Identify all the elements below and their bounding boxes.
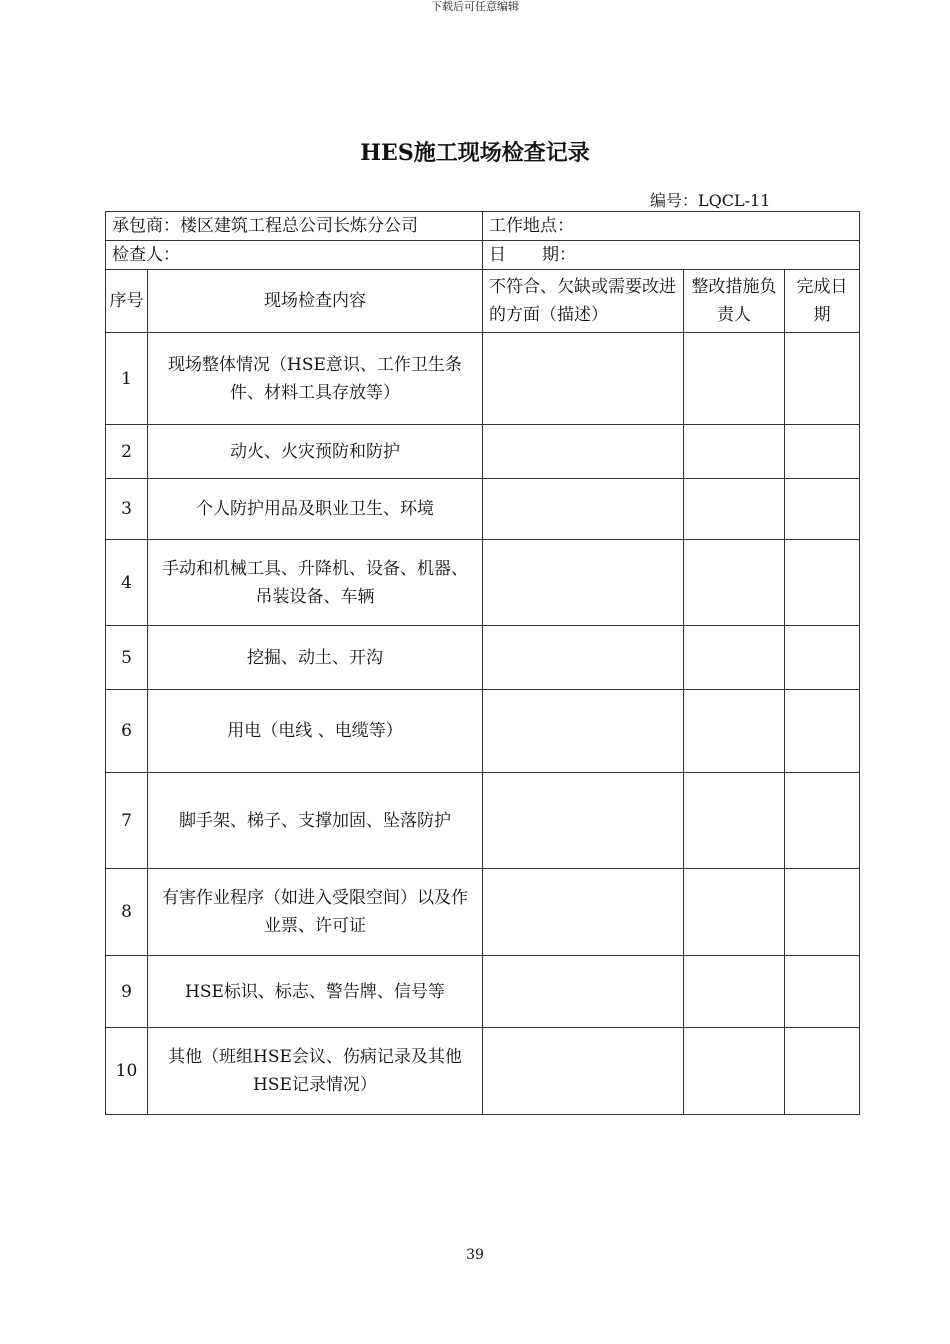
row-number: 6 bbox=[106, 690, 148, 773]
table-row bbox=[106, 1028, 860, 1115]
table-row bbox=[106, 773, 860, 869]
issues-cell[interactable] bbox=[483, 626, 684, 690]
table-row bbox=[106, 540, 860, 626]
row-number: 7 bbox=[106, 773, 148, 869]
completion-cell[interactable] bbox=[785, 479, 860, 540]
row-item: 有害作业程序（如进入受限空间）以及作业票、许可证 bbox=[148, 869, 483, 956]
responsible-cell[interactable] bbox=[684, 333, 785, 425]
table-row bbox=[106, 956, 860, 1028]
date-label-1: 日 bbox=[489, 245, 506, 265]
issues-cell[interactable] bbox=[483, 690, 684, 773]
completion-cell[interactable] bbox=[785, 425, 860, 479]
column-header-issues: 不符合、欠缺或需要改进的方面（描述） bbox=[483, 270, 684, 333]
issues-cell[interactable] bbox=[483, 333, 684, 425]
issues-cell[interactable] bbox=[483, 869, 684, 956]
document-code: 编号：LQCL-11 bbox=[650, 191, 771, 210]
table-row bbox=[106, 479, 860, 540]
completion-cell[interactable] bbox=[785, 773, 860, 869]
row-number: 1 bbox=[106, 333, 148, 425]
responsible-cell[interactable] bbox=[684, 869, 785, 956]
row-item: 动火、火灾预防和防护 bbox=[148, 425, 483, 479]
issues-cell[interactable] bbox=[483, 956, 684, 1028]
column-header-completion: 完成日期 bbox=[785, 270, 860, 333]
row-number: 2 bbox=[106, 425, 148, 479]
inspector-field[interactable]: 检查人： bbox=[106, 241, 483, 270]
table-row bbox=[106, 626, 860, 690]
issues-cell[interactable] bbox=[483, 425, 684, 479]
column-header-content: 现场检查内容 bbox=[148, 270, 483, 333]
column-header-responsible: 整改措施负责人 bbox=[684, 270, 785, 333]
table-row bbox=[106, 690, 860, 773]
completion-cell[interactable] bbox=[785, 869, 860, 956]
contractor-row bbox=[106, 212, 860, 241]
row-item: 个人防护用品及职业卫生、环境 bbox=[148, 479, 483, 540]
row-number: 10 bbox=[106, 1028, 148, 1115]
completion-cell[interactable] bbox=[785, 626, 860, 690]
responsible-cell[interactable] bbox=[684, 479, 785, 540]
row-number: 3 bbox=[106, 479, 148, 540]
column-header-seq: 序号 bbox=[106, 270, 148, 333]
row-item: 挖掘、动土、开沟 bbox=[148, 626, 483, 690]
column-header-row bbox=[106, 270, 860, 333]
table-row bbox=[106, 333, 860, 425]
completion-cell[interactable] bbox=[785, 333, 860, 425]
date-field[interactable] bbox=[483, 241, 860, 270]
responsible-cell[interactable] bbox=[684, 690, 785, 773]
responsible-cell[interactable] bbox=[684, 956, 785, 1028]
row-item: 其他（班组HSE会议、伤病记录及其他HSE记录情况） bbox=[148, 1028, 483, 1115]
completion-cell[interactable] bbox=[785, 956, 860, 1028]
contractor-field[interactable]: 承包商：楼区建筑工程总公司长炼分公司 bbox=[106, 212, 483, 241]
responsible-cell[interactable] bbox=[684, 1028, 785, 1115]
table-row bbox=[106, 869, 860, 956]
completion-cell[interactable] bbox=[785, 1028, 860, 1115]
row-number: 8 bbox=[106, 869, 148, 956]
issues-cell[interactable] bbox=[483, 1028, 684, 1115]
inspector-row bbox=[106, 241, 860, 270]
row-item: HSE标识、标志、警告牌、信号等 bbox=[148, 956, 483, 1028]
responsible-cell[interactable] bbox=[684, 540, 785, 626]
header-note: 下载后可任意编辑 bbox=[431, 0, 519, 13]
responsible-cell[interactable] bbox=[684, 626, 785, 690]
table-row bbox=[106, 425, 860, 479]
completion-cell[interactable] bbox=[785, 540, 860, 626]
row-number: 4 bbox=[106, 540, 148, 626]
responsible-cell[interactable] bbox=[684, 773, 785, 869]
row-item: 用电（电线 、电缆等） bbox=[148, 690, 483, 773]
row-number: 5 bbox=[106, 626, 148, 690]
completion-cell[interactable] bbox=[785, 690, 860, 773]
page-title: HES施工现场检查记录 bbox=[360, 140, 590, 166]
row-item: 手动和机械工具、升降机、设备、机器、吊装设备、车辆 bbox=[148, 540, 483, 626]
issues-cell[interactable] bbox=[483, 773, 684, 869]
row-number: 9 bbox=[106, 956, 148, 1028]
page-number: 39 bbox=[466, 1247, 484, 1263]
location-field[interactable]: 工作地点： bbox=[483, 212, 860, 241]
row-item: 现场整体情况（HSE意识、工作卫生条件、材料工具存放等） bbox=[148, 333, 483, 425]
issues-cell[interactable] bbox=[483, 479, 684, 540]
date-label-2: 期： bbox=[542, 245, 576, 265]
issues-cell[interactable] bbox=[483, 540, 684, 626]
responsible-cell[interactable] bbox=[684, 425, 785, 479]
row-item: 脚手架、梯子、支撑加固、坠落防护 bbox=[148, 773, 483, 869]
inspection-table bbox=[105, 211, 860, 1115]
